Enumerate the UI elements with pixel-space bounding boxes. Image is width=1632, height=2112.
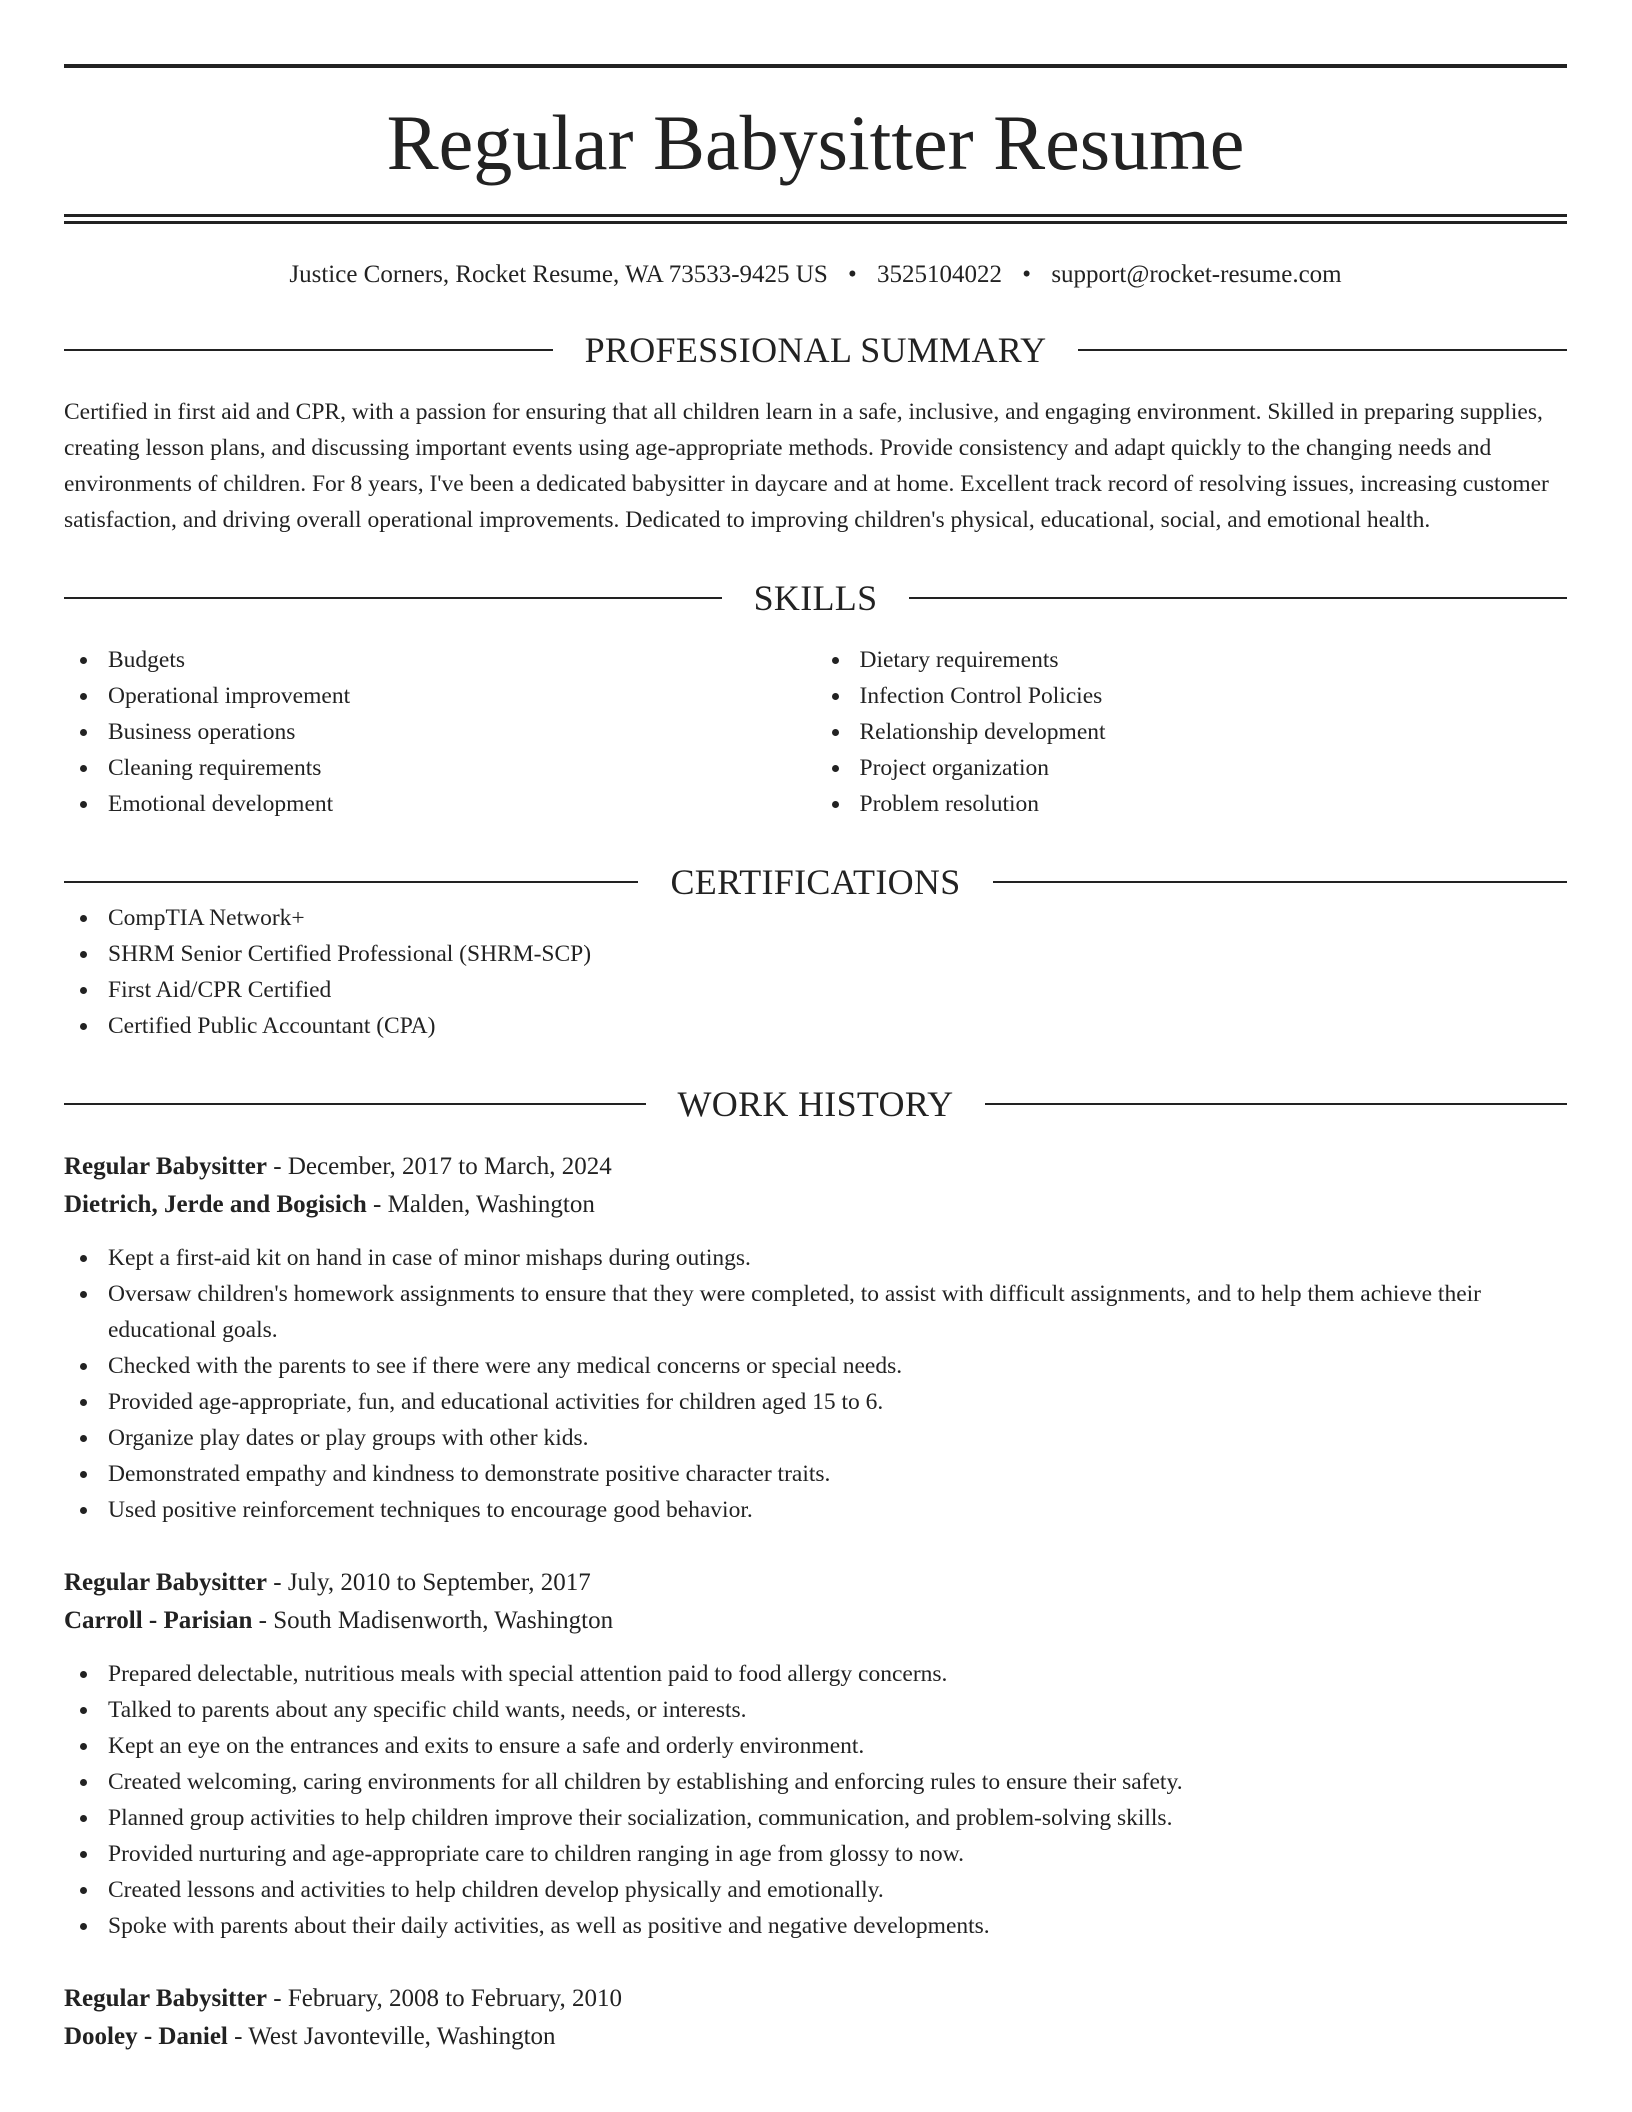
contact-phone: 3525104022 — [877, 261, 1003, 288]
job-dates: - December, 2017 to March, 2024 — [267, 1153, 612, 1180]
duty-item: Created lessons and activities to help children develop physically and emotionally. — [64, 1872, 1567, 1908]
job-dates: - February, 2008 to February, 2010 — [267, 1985, 623, 2012]
heading-rule-left — [64, 349, 553, 351]
job-dates: - July, 2010 to September, 2017 — [267, 1569, 591, 1596]
job-duties — [64, 1656, 1567, 1944]
skill-item: Infection Control Policies — [816, 678, 1568, 714]
resume-title: Regular Babysitter Resume — [386, 99, 1245, 186]
heading-rule-left — [64, 597, 722, 599]
job-title: Regular Babysitter — [64, 1985, 267, 2012]
certification-item: First Aid/CPR Certified — [64, 972, 1567, 1008]
skill-item: Relationship development — [816, 714, 1568, 750]
skill-item: Dietary requirements — [816, 642, 1568, 678]
job-company: Dietrich, Jerde and Bogisich — [64, 1191, 367, 1218]
duty-item: Kept a first-aid kit on hand in case of minor mishaps during outings. — [64, 1240, 1567, 1276]
job-duties — [64, 1240, 1567, 1528]
duty-item: Provided nurturing and age-appropriate care to children ranging in age from glossy to now. — [64, 1836, 1567, 1872]
duty-item: Oversaw children's homework assignments to ensure that they were completed, to assist with difficult assignments, and to help them achieve their educational goals. — [64, 1276, 1567, 1348]
heading-rule-left — [64, 881, 638, 883]
contact-line — [64, 260, 1567, 290]
resume-page — [64, 64, 1567, 2056]
skill-item: Project organization — [816, 750, 1568, 786]
job-company: Dooley - Daniel — [64, 2023, 228, 2050]
skill-item: Budgets — [64, 642, 816, 678]
duty-item: Kept an eye on the entrances and exits to ensure a safe and orderly environment. — [64, 1728, 1567, 1764]
skill-item: Business operations — [64, 714, 816, 750]
duty-item: Created welcoming, caring environments for all children by establishing and enforcing rules to ensure their safety. — [64, 1764, 1567, 1800]
top-rule — [64, 64, 1567, 68]
section-heading-skills — [64, 580, 1567, 616]
section-heading-work-history — [64, 1086, 1567, 1122]
duty-item: Checked with the parents to see if there were any medical concerns or special needs. — [64, 1348, 1567, 1384]
duty-item: Talked to parents about any specific child wants, needs, or interests. — [64, 1692, 1567, 1728]
job-location: - West Javonteville, Washington — [227, 2023, 556, 2050]
skills-column-left — [64, 642, 816, 822]
certification-item: CompTIA Network+ — [64, 900, 1567, 936]
job-title-line — [64, 1980, 1567, 2018]
duty-item: Organize play dates or play groups with other kids. — [64, 1420, 1567, 1456]
job-entry — [64, 1980, 1567, 2056]
skill-item: Operational improvement — [64, 678, 816, 714]
contact-address: Justice Corners, Rocket Resume, WA 73533-9425 US — [289, 261, 828, 288]
job-title-line — [64, 1148, 1567, 1186]
job-entry — [64, 1148, 1567, 1528]
heading-rule-right — [985, 1103, 1567, 1105]
job-entry — [64, 1564, 1567, 1944]
duty-item: Prepared delectable, nutritious meals with special attention paid to food allergy concerns. — [64, 1656, 1567, 1692]
job-title-line — [64, 1564, 1567, 1602]
bullet-separator: • — [848, 261, 857, 288]
summary-text: Certified in first aid and CPR, with a passion for ensuring that all children learn in a safe, inclusive, and engaging environment. Skilled in preparing supplies, creating lesson plans, and discussing important events using age-appropriate methods. Provide consistency and adapt quickly to the changing needs and environments of children. For 8 years, I've been a dedicated babysitter in daycare and at home. Excellent track record of resolving issues, increasing customer satisfaction, and driving overall operational improvements. Dedicated to improving children's physical, educational, social, and emotional health. — [64, 399, 1549, 533]
job-company: Carroll - Parisian — [64, 1607, 253, 1634]
heading-rule-right — [993, 881, 1567, 883]
skills-column-right — [816, 642, 1568, 822]
job-location: - Malden, Washington — [366, 1191, 595, 1218]
skill-item: Emotional development — [64, 786, 816, 822]
duty-item: Demonstrated empathy and kindness to demonstrate positive character traits. — [64, 1456, 1567, 1492]
section-title: PROFESSIONAL SUMMARY — [584, 330, 1047, 370]
certifications-list — [64, 900, 1567, 1044]
certification-item: Certified Public Accountant (CPA) — [64, 1008, 1567, 1044]
section-title: CERTIFICATIONS — [670, 862, 961, 902]
section-heading-summary — [64, 332, 1567, 368]
heading-rule-right — [909, 597, 1567, 599]
job-title: Regular Babysitter — [64, 1153, 267, 1180]
skills-list — [64, 642, 1567, 822]
duty-item: Spoke with parents about their daily activities, as well as positive and negative developments. — [64, 1908, 1567, 1944]
title-double-rule — [64, 214, 1567, 224]
bullet-separator: • — [1022, 261, 1032, 288]
job-location: - South Madisenworth, Washington — [252, 1607, 614, 1634]
skill-item: Problem resolution — [816, 786, 1568, 822]
heading-rule-left — [64, 1103, 646, 1105]
section-heading-certifications — [64, 864, 1567, 900]
certification-item: SHRM Senior Certified Professional (SHRM-SCP) — [64, 936, 1567, 972]
job-company-line — [64, 2018, 1567, 2056]
heading-rule-right — [1078, 349, 1567, 351]
contact-email: support@rocket-resume.com — [1051, 261, 1342, 288]
duty-item: Provided age-appropriate, fun, and educational activities for children aged 15 to 6. — [64, 1384, 1567, 1420]
skill-item: Cleaning requirements — [64, 750, 816, 786]
section-title: WORK HISTORY — [677, 1084, 954, 1124]
duty-item: Planned group activities to help children improve their socialization, communication, and problem-solving skills. — [64, 1800, 1567, 1836]
duty-item: Used positive reinforcement techniques to encourage good behavior. — [64, 1492, 1567, 1528]
job-company-line — [64, 1602, 1567, 1640]
job-company-line — [64, 1186, 1567, 1224]
section-title: SKILLS — [753, 578, 878, 618]
job-title: Regular Babysitter — [64, 1569, 267, 1596]
